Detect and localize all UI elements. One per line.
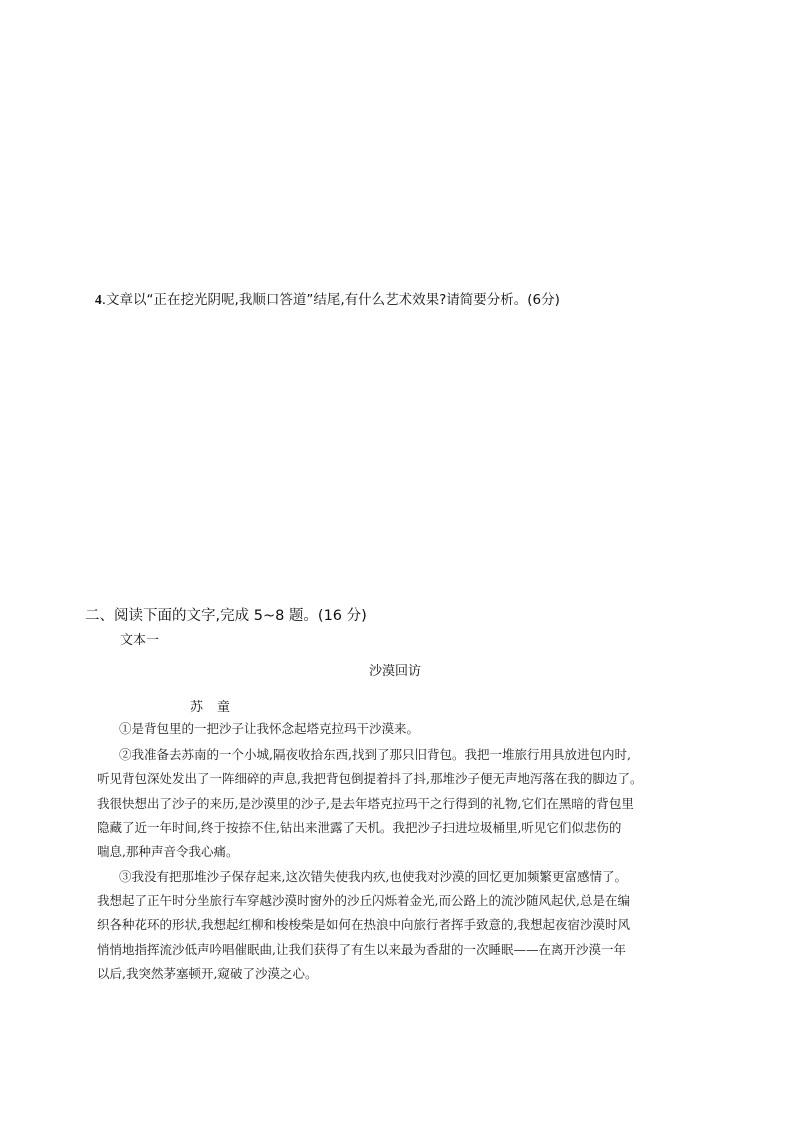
section-2-heading: 二、阅读下面的文字,完成 5~8 题。(16 分) (85, 608, 367, 624)
article-line: 我想起了正午时分坐旅行车穿越沙漠时窗外的沙丘闪烁着金光,而公路上的流沙随风起伏,总是在编 (97, 893, 630, 908)
article-line: ②我准备去苏南的一个小城,隔夜收拾东西,找到了那只旧背包。我把一堆旅行用具放进包内时, (119, 747, 631, 762)
article-line: 隐藏了近一年时间,终于按捺不住,钻出来泄露了天机。我把沙子扫进垃圾桶里,听见它们似悲伤的 (97, 820, 622, 835)
article-line: ③我没有把那堆沙子保存起来,这次错失使我内疚,也使我对沙漠的回忆更加频繁更富感情了。 (119, 869, 627, 884)
article-line: 织各种花环的形状,我想起红柳和梭梭柴是如何在热浪中向旅行者挥手致意的,我想起夜宿沙漠时风 (97, 917, 630, 932)
article-line: 喘息,那种声音令我心痛。 (97, 844, 239, 859)
article-title: 沙漠回访 (368, 664, 421, 679)
article-line: 我很快想出了沙子的来历,是沙漠里的沙子,是去年塔克拉玛干之行得到的礼物,它们在黑暗的背包里 (97, 796, 634, 811)
question-4 (95, 291, 735, 309)
text-one-label: 文本一 (120, 633, 160, 648)
question-4-number: 4 (95, 292, 102, 307)
question-4-text: .文章以“正在挖光阴呢,我顺口答道”结尾,有什么艺术效果?请简要分析。(6分) (101, 292, 560, 308)
article-line: 悄悄地指挥流沙低声吟唱催眠曲,让我们获得了有生以来最为香甜的一次睡眠——在离开沙漠一年 (97, 942, 626, 957)
article-line: ①是背包里的一把沙子让我怀念起塔克拉玛干沙漠来。 (119, 721, 420, 736)
article-line: 听见背包深处发出了一阵细碎的声息,我把背包倒提着抖了抖,那堆沙子便无声地泻落在我的脚边了。 (97, 771, 643, 786)
article-line: 以后,我突然茅塞顿开,窥破了沙漠之心。 (97, 966, 318, 981)
article-author: 苏童 (190, 700, 245, 715)
